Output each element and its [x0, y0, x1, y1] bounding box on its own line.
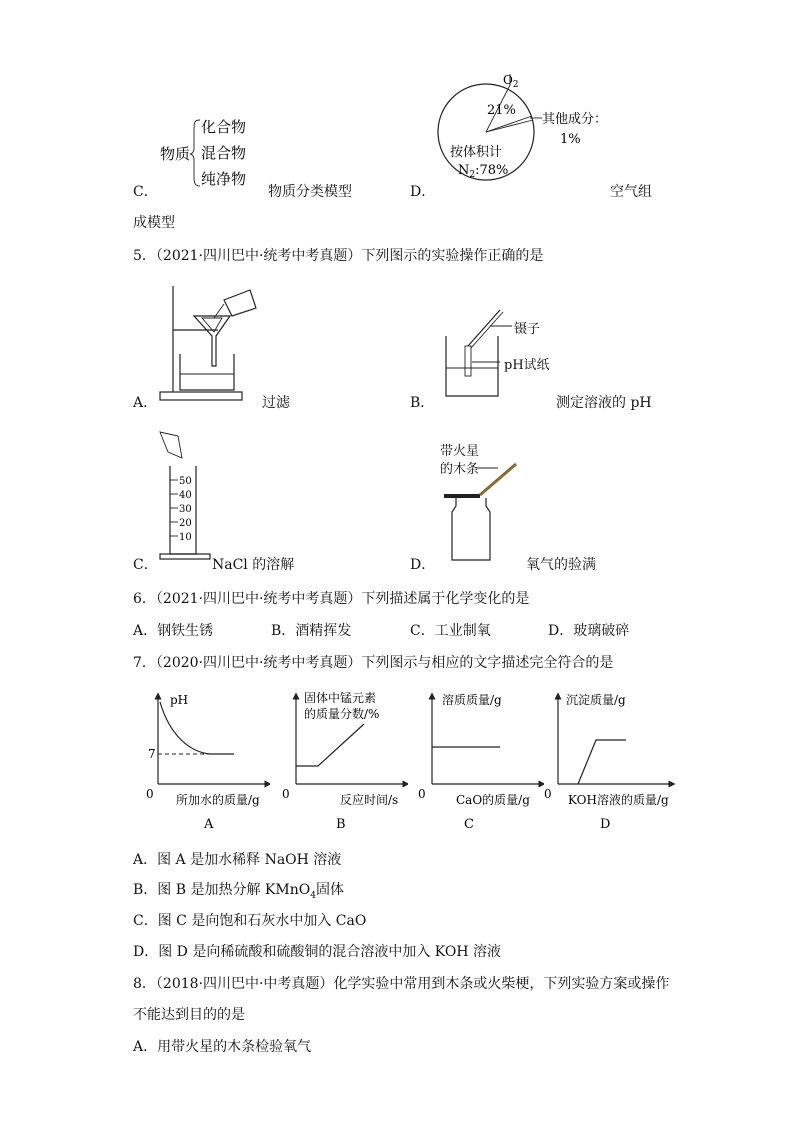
- q6-option-b[interactable]: B．酒精挥发: [271, 623, 352, 639]
- receiving-beaker: [180, 354, 234, 390]
- tick-20: 20: [179, 518, 192, 529]
- q7-option-b-text-post: 固体: [315, 882, 344, 898]
- classification-diagram: [160, 112, 260, 192]
- q7-option-d[interactable]: D．图 D 是向稀硫酸和硫酸铜的混合溶液中加入 KOH 溶液: [133, 944, 502, 960]
- chart-d-letter: D: [600, 817, 611, 832]
- pie-center-label: 按体积计: [450, 145, 503, 160]
- chart-b-ylabel-line2: 的质量分数/%: [304, 707, 380, 721]
- question-5-stem: 5．（2021·四川巴中·统考中考真题）下列图示的实验操作正确的是: [133, 248, 544, 264]
- option-caption-part2: 成模型: [133, 215, 175, 231]
- option-letter: C．: [133, 184, 158, 200]
- diagram-item-2: 混合物: [201, 144, 247, 162]
- option-letter: A．: [133, 395, 158, 411]
- chart-c: [414, 690, 544, 836]
- n2-label: N: [458, 163, 470, 178]
- label-splint-line1: 带火星: [440, 444, 480, 459]
- label-tweezers: 镊子: [514, 322, 541, 337]
- chart-a-curve: [160, 702, 234, 754]
- option-letter: D．: [410, 557, 436, 573]
- graduated-cylinder-image: [156, 428, 220, 564]
- q8-option-a[interactable]: A．用带火星的木条检验氧气: [133, 1039, 312, 1055]
- weighing-paper: [160, 432, 182, 458]
- funnel: [194, 316, 230, 366]
- option-caption: 测定溶液的 pH: [556, 395, 652, 411]
- chart-d-xlabel: KOH溶液的质量/g: [568, 793, 669, 807]
- chart-a-ylabel: pH: [170, 693, 189, 707]
- wooden-splint: [480, 464, 516, 495]
- ph-paper: [465, 346, 471, 376]
- gas-bottle-image: [440, 456, 530, 566]
- brace-shape: [190, 120, 200, 186]
- tweezers: [468, 310, 500, 346]
- chart-c-origin: 0: [418, 787, 426, 801]
- tick-30: 30: [179, 504, 192, 515]
- q7-option-c[interactable]: C．图 C 是向饱和石灰水中加入 CaO: [133, 913, 367, 929]
- n2-percent: :78%: [475, 163, 509, 178]
- air-composition-pie: [430, 68, 630, 186]
- diagram-item-1: 化合物: [201, 118, 247, 136]
- svg-text:N2:78%: [458, 163, 508, 180]
- glass-plate: [444, 494, 480, 498]
- option-caption: 氧气的验满: [526, 557, 596, 573]
- tick-50: 50: [179, 476, 192, 487]
- option-letter: C．: [133, 557, 158, 573]
- chart-a-ref-tick: 7: [148, 747, 156, 761]
- o2-percent: 21%: [487, 103, 516, 118]
- chart-c-letter: C: [464, 817, 474, 832]
- diagram-item-3: 纯净物: [201, 170, 247, 188]
- chart-c-xlabel: CaO的质量/g: [456, 793, 530, 807]
- chart-b-xlabel: 反应时间/s: [340, 793, 399, 807]
- chart-a-xlabel: 所加水的质量/g: [176, 793, 260, 807]
- option-caption: 过滤: [262, 395, 290, 411]
- q7-option-b-subscript: 4: [310, 890, 316, 901]
- chart-a-origin: 0: [146, 787, 154, 801]
- question-6-stem: 6．（2021·四川巴中·统考中考真题）下列描述属于化学变化的是: [133, 591, 530, 607]
- option-letter: D．: [410, 184, 436, 200]
- q6-option-c[interactable]: C．工业制氧: [410, 623, 491, 639]
- stand-base: [160, 392, 242, 400]
- question-8-stem-line1: 8．（2018·四川巴中·中考真题）化学实验中常用到木条或火柴梗，下列实验方案或操作: [133, 976, 670, 992]
- chart-d-curve: [578, 740, 626, 784]
- chart-a: [140, 690, 270, 836]
- question-7-stem: 7．（2020·四川巴中·统考中考真题）下列图示与相应的文字描述完全符合的是: [133, 655, 614, 671]
- chart-b-curve: [296, 724, 364, 766]
- q7-option-a[interactable]: A．图 A 是加水稀释 NaOH 溶液: [133, 852, 342, 868]
- option-caption: 物质分类模型: [268, 184, 352, 200]
- pouring-beaker: [224, 290, 256, 316]
- question-8-stem-line2: 不能达到目的的是: [133, 1007, 245, 1023]
- cylinder-ticks: [170, 480, 178, 536]
- chart-d-ylabel: 沉淀质量/g: [566, 693, 626, 707]
- q6-option-d[interactable]: D．玻璃破碎: [548, 623, 630, 639]
- cylinder-base: [160, 554, 210, 559]
- beaker: [446, 336, 498, 396]
- option-letter: B．: [410, 395, 435, 411]
- chart-c-ylabel: 溶质质量/g: [442, 693, 502, 707]
- o2-label: O: [503, 73, 513, 87]
- chart-d-origin: 0: [544, 787, 552, 801]
- n2-subscript: 2: [469, 170, 476, 180]
- label-ph-paper: pH试纸: [504, 358, 550, 373]
- q6-option-a[interactable]: A．钢铁生锈: [133, 623, 214, 639]
- option-caption: NaCl 的溶解: [212, 557, 295, 573]
- gas-bottle: [452, 498, 490, 560]
- q7-option-b-text: B．图 B 是加热分解 KMnO: [133, 882, 311, 898]
- chart-b-letter: B: [336, 817, 346, 832]
- option-caption-part1: 空气组: [610, 184, 652, 200]
- o2-subscript: 2: [512, 80, 519, 90]
- chart-b: [278, 690, 408, 836]
- chart-b-origin: 0: [282, 787, 290, 801]
- diagram-root: 物质: [160, 145, 191, 163]
- pie-divider-other: [486, 120, 533, 132]
- filtration-apparatus-image: [158, 282, 268, 404]
- tick-40: 40: [179, 490, 192, 501]
- other-percent: 1%: [560, 132, 581, 147]
- chart-a-letter: A: [204, 817, 214, 832]
- other-label: 其他成分：: [542, 112, 608, 127]
- chart-b-ylabel-line1: 固体中锰元素: [304, 691, 377, 705]
- q7-option-b[interactable]: [133, 879, 344, 901]
- tick-10: 10: [179, 532, 192, 543]
- label-splint-line2: 的木条: [440, 462, 480, 477]
- chart-d: [544, 690, 684, 836]
